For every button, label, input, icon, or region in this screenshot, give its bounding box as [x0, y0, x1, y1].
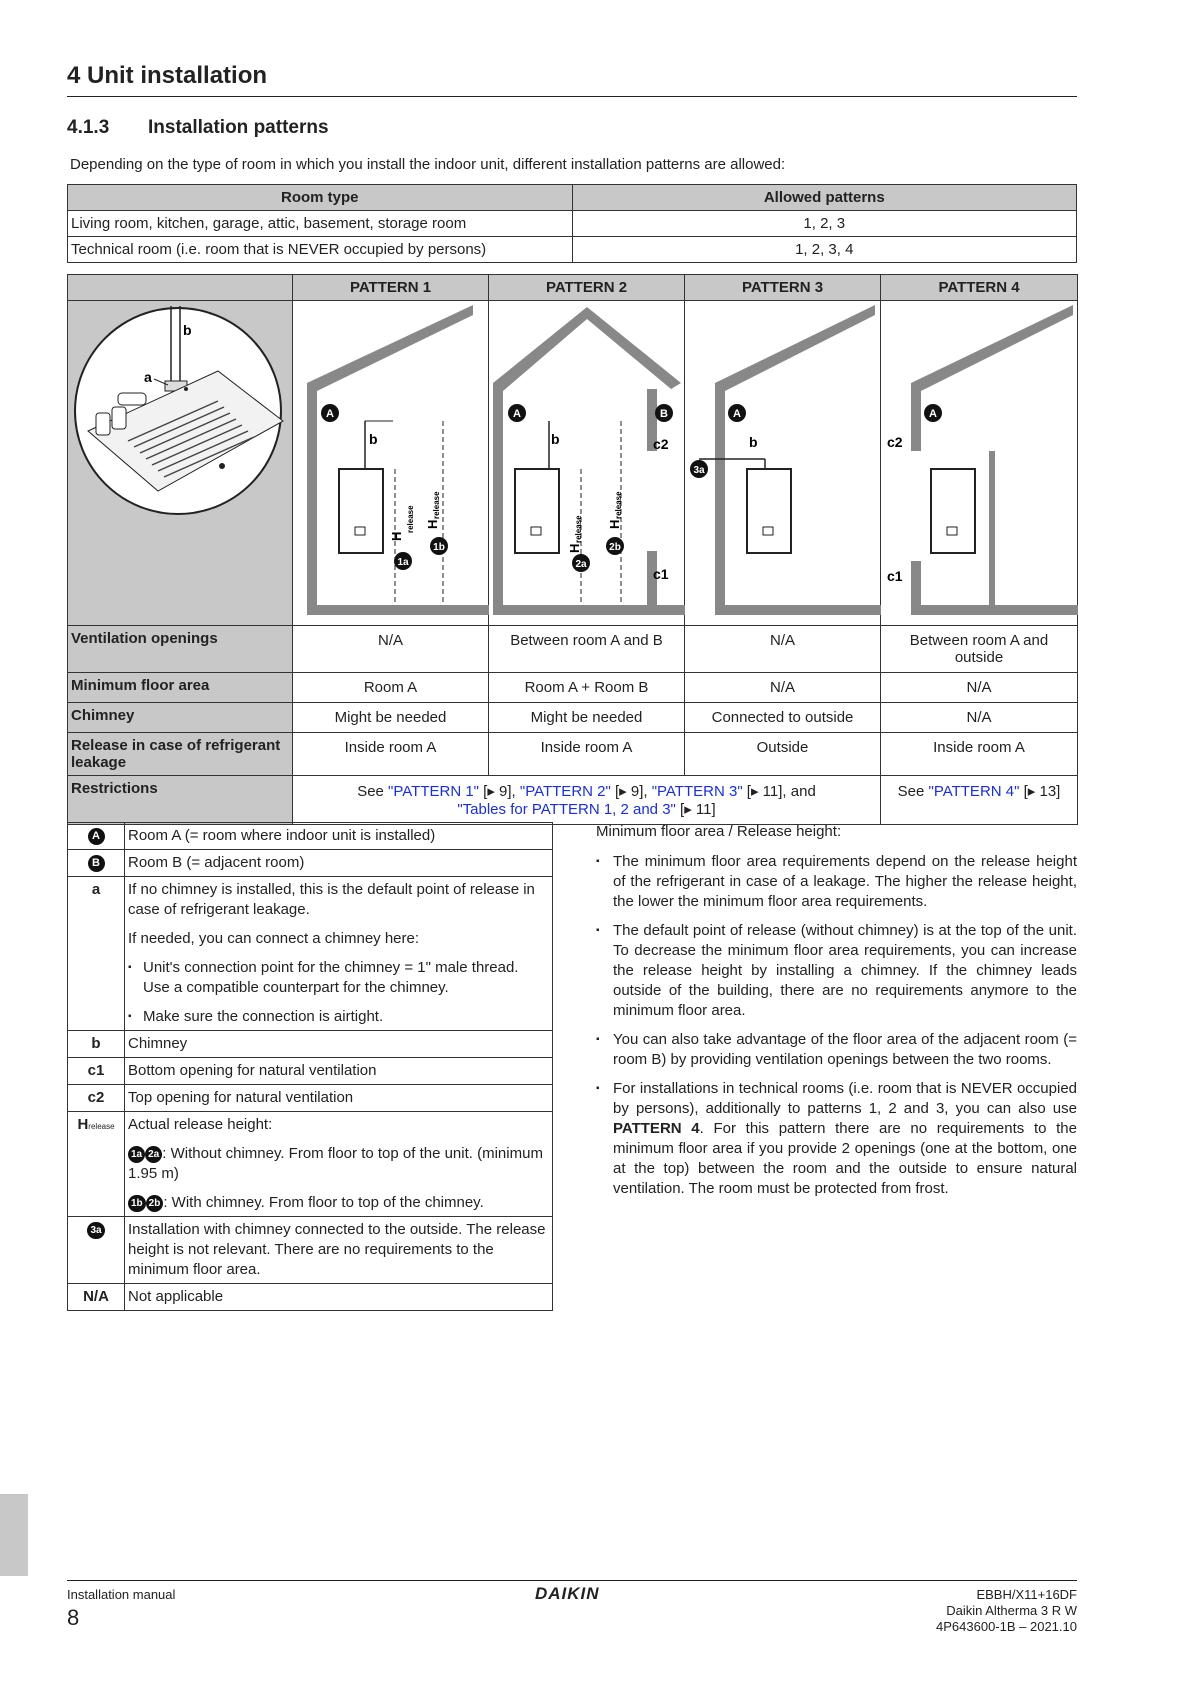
pattern-cell: Room A	[293, 673, 489, 703]
legend-text: Installation with chimney connected to the outside. The release height is not relevant. There are no requirements to the minimum floor area.	[125, 1217, 553, 1284]
legend-bullet: ▪ Make sure the connection is airtight.	[125, 1001, 553, 1031]
badge-a-icon: A	[88, 828, 105, 845]
pattern-2-figure	[489, 301, 685, 626]
svg-text:A: A	[733, 408, 741, 420]
pattern-cell: Connected to outside	[685, 703, 881, 733]
room-type-header: Room type	[68, 185, 573, 211]
pattern-header-empty	[68, 275, 293, 301]
label-b: b	[183, 322, 192, 338]
pattern-cell: Room A + Room B	[489, 673, 685, 703]
row-label: Restrictions	[68, 776, 293, 825]
pattern-cell: N/A	[685, 626, 881, 673]
legend-row	[68, 1085, 553, 1112]
room-a-badge: A	[326, 408, 334, 420]
room-type-cell: Technical room (i.e. room that is NEVER occupied by persons)	[68, 237, 573, 263]
restrictions-patterns-1-3: See "PATTERN 1" [▸ 9], "PATTERN 2" [▸ 9], "PATTERN 3" [▸ 11], and "Tables for PATTERN 1, 2 and 3" [▸ 11]	[293, 776, 881, 825]
legend-row	[68, 823, 553, 850]
bullet-item: ▪ The minimum floor area requirements depend on the release height of the refrigerant in case of a leakage. The higher the release height, the lower the minimum floor area requirements.	[596, 852, 1077, 912]
pattern-3-drawing	[685, 301, 881, 621]
svg-text:A: A	[513, 408, 521, 420]
unit-top-detail-drawing	[68, 301, 292, 621]
h-release-1a: H	[389, 531, 404, 541]
pattern-cell: Inside room A	[293, 733, 489, 776]
footer-manual-label: Installation manual	[67, 1587, 176, 1602]
pattern-cell: Between room A and B	[489, 626, 685, 673]
page-number: 8	[67, 1605, 80, 1630]
legend-text: If needed, you can connect a chimney here:	[125, 923, 553, 952]
badge-b-icon: B	[88, 855, 105, 872]
pattern-cell: Might be needed	[489, 703, 685, 733]
row-label: Ventilation openings	[68, 626, 293, 673]
page-arrow-icon: ▸	[684, 801, 692, 818]
legend-text: Actual release height:	[125, 1112, 553, 1139]
legend-key: a	[68, 877, 125, 1031]
pattern-2-drawing	[489, 301, 685, 621]
badge-2a-icon: 2a	[145, 1146, 162, 1163]
legend-text: 1b 2b : With chimney. From floor to top of the chimney.	[125, 1187, 553, 1217]
svg-text:c2: c2	[887, 434, 903, 450]
daikin-logo: DAIKIN	[535, 1584, 600, 1603]
link-pattern-2[interactable]: "PATTERN 2"	[519, 783, 611, 800]
section-title: Installation patterns	[148, 117, 329, 138]
legend-row	[68, 1112, 553, 1139]
svg-text:1a: 1a	[397, 557, 409, 568]
pattern-cell: Might be needed	[293, 703, 489, 733]
pattern-cell: N/A	[881, 673, 1078, 703]
bullet-item: ▪ The default point of release (without chimney) is at the top of the unit. To decrease the minimum floor area requirements, you can increase the release height by installing a chimney. If the chimney leads outside of the building, there are no requirements anymore to the minimum floor area.	[596, 921, 1077, 1021]
label-a: a	[144, 369, 152, 385]
svg-text:b: b	[749, 434, 758, 450]
pattern-1-figure	[293, 301, 489, 626]
pattern-cell: Inside room A	[881, 733, 1078, 776]
page-arrow-icon: ▸	[1027, 783, 1036, 800]
pattern-header-row	[68, 275, 1078, 301]
footer-doc-ref: 4P643600-1B – 2021.10	[936, 1619, 1077, 1634]
row-label: Minimum floor area	[68, 673, 293, 703]
link-pattern-4[interactable]: "PATTERN 4"	[928, 783, 1020, 800]
legend-text: Bottom opening for natural ventilation	[125, 1058, 553, 1085]
footer-right	[936, 1587, 1077, 1635]
allowed-patterns-header: Allowed patterns	[572, 185, 1077, 211]
pattern-cell: N/A	[293, 626, 489, 673]
badge-3a: 3a	[693, 465, 705, 476]
pattern-cell: Inside room A	[489, 733, 685, 776]
bullet-icon: ▪	[128, 1011, 132, 1022]
pattern-cell: N/A	[685, 673, 881, 703]
page-arrow-icon: ▸	[619, 783, 627, 800]
legend-row	[68, 850, 553, 877]
pattern-cell: N/A	[881, 703, 1078, 733]
footer-model: EBBH/X11+16DF	[976, 1587, 1077, 1602]
link-pattern-3[interactable]: "PATTERN 3"	[651, 783, 743, 800]
table-header-row	[68, 185, 1077, 211]
legend-row	[68, 1031, 553, 1058]
pattern-table	[67, 274, 1078, 825]
section-number: 4.1.3	[67, 117, 110, 138]
svg-text:release: release	[614, 491, 623, 519]
pattern-cell: Outside	[685, 733, 881, 776]
pattern-1-header: PATTERN 1	[293, 275, 489, 301]
page-arrow-icon: ▸	[487, 783, 495, 800]
legend-row	[68, 1284, 553, 1311]
svg-text:2a: 2a	[575, 559, 587, 570]
badge-3a-icon: 3a	[87, 1222, 104, 1239]
restrictions-pattern-4: See "PATTERN 4" [▸ 13]	[881, 776, 1078, 825]
legend-text: If no chimney is installed, this is the default point of release in case of refrigerant leakage.	[125, 877, 553, 924]
legend-row	[68, 1217, 553, 1284]
legend-text: Not applicable	[125, 1284, 553, 1311]
svg-text:1b: 1b	[433, 542, 445, 553]
pattern-4-header: PATTERN 4	[881, 275, 1078, 301]
label-c1: c1	[653, 566, 669, 582]
page-arrow-icon: ▸	[750, 783, 759, 800]
row-label: Release in case of refrigerant leakage	[68, 733, 293, 776]
pattern-1-drawing	[293, 301, 489, 621]
pattern-3-header: PATTERN 3	[685, 275, 881, 301]
legend-key: N/A	[68, 1284, 125, 1311]
svg-text:c1: c1	[887, 568, 903, 584]
legend-text: Chimney	[125, 1031, 553, 1058]
allowed-patterns-cell: 1, 2, 3	[572, 211, 1077, 237]
pattern-2-header: PATTERN 2	[489, 275, 685, 301]
link-pattern-1[interactable]: "PATTERN 1"	[388, 783, 479, 800]
footer-product: Daikin Altherma 3 R W	[946, 1603, 1077, 1618]
legend-text: Room B (= adjacent room)	[125, 850, 553, 877]
legend-table	[67, 822, 553, 1311]
unit-detail-figure	[68, 301, 293, 626]
svg-text:b: b	[551, 431, 560, 447]
bullet-list	[596, 852, 1077, 1199]
badge-1b-icon: 1b	[128, 1195, 146, 1212]
svg-text:A: A	[929, 408, 937, 420]
legend-key: c1	[68, 1058, 125, 1085]
legend-text: Top opening for natural ventilation	[125, 1085, 553, 1112]
label-b: b	[369, 431, 378, 447]
side-thumb-tab	[0, 1494, 28, 1576]
h-release-1b: H	[425, 519, 440, 529]
pattern-4-figure	[881, 301, 1078, 626]
row-label: Chimney	[68, 703, 293, 733]
intro-paragraph: Depending on the type of room in which you install the indoor unit, different installation patterns are allowed:	[70, 156, 786, 173]
chapter-title: 4 Unit installation	[67, 62, 268, 89]
svg-text:H: H	[607, 519, 622, 529]
legend-row	[68, 1058, 553, 1085]
legend-row	[68, 877, 553, 924]
svg-text:2b: 2b	[609, 542, 621, 553]
bullet-item: ▪ You can also take advantage of the floor area of the adjacent room (= room B) by providing ventilation openings between the two rooms.	[596, 1030, 1077, 1070]
table-row	[68, 703, 1078, 733]
table-row	[68, 626, 1078, 673]
svg-text:release: release	[574, 515, 583, 543]
right-column	[596, 822, 1077, 1208]
pattern-3-figure	[685, 301, 881, 626]
table-row	[68, 237, 1077, 263]
legend-bullet: ▪ Unit's connection point for the chimney = 1" male thread. Use a compatible counterpart for the chimney.	[125, 952, 553, 1001]
bullet-icon: ▪	[128, 962, 132, 973]
link-tables-pattern-1-2-3[interactable]: "Tables for PATTERN 1, 2 and 3"	[457, 801, 676, 818]
badge-1a-icon: 1a	[128, 1146, 145, 1163]
legend-key: Hrelease	[68, 1112, 125, 1217]
table-row	[68, 673, 1078, 703]
pattern-cell: Between room A and outside	[881, 626, 1078, 673]
room-type-table	[67, 184, 1077, 263]
legend-text: Room A (= room where indoor unit is installed)	[125, 823, 553, 850]
pattern-4-drawing	[881, 301, 1078, 621]
legend-key: b	[68, 1031, 125, 1058]
svg-text:release: release	[432, 491, 441, 519]
footer-rule	[67, 1580, 1077, 1581]
legend-key: c2	[68, 1085, 125, 1112]
pattern-figures-row	[68, 301, 1078, 626]
room-type-cell: Living room, kitchen, garage, attic, basement, storage room	[68, 211, 573, 237]
legend-text: 1a 2a : Without chimney. From floor to top of the unit. (minimum 1.95 m)	[125, 1138, 553, 1187]
svg-text:H: H	[567, 543, 582, 553]
badge-2b-icon: 2b	[146, 1195, 164, 1212]
table-row	[68, 211, 1077, 237]
bullet-item: ▪ For installations in technical rooms (i.e. room that is NEVER occupied by persons), additionally to patterns 1, 2 and 3, you can also use PATTERN 4. For this pattern there are no requirements to the minimum floor area if you provide 2 openings (one at the bottom, one at the top) between the room and the outside to ensure natural ventilation. The room must be protected from frost.	[596, 1079, 1077, 1199]
table-row	[68, 733, 1078, 776]
room-b-badge: B	[660, 408, 668, 420]
restrictions-row	[68, 776, 1078, 825]
allowed-patterns-cell: 1, 2, 3, 4	[572, 237, 1077, 263]
right-heading: Minimum floor area / Release height:	[596, 823, 842, 840]
svg-text:release: release	[406, 505, 415, 533]
label-c2: c2	[653, 436, 669, 452]
header-rule	[67, 96, 1077, 97]
